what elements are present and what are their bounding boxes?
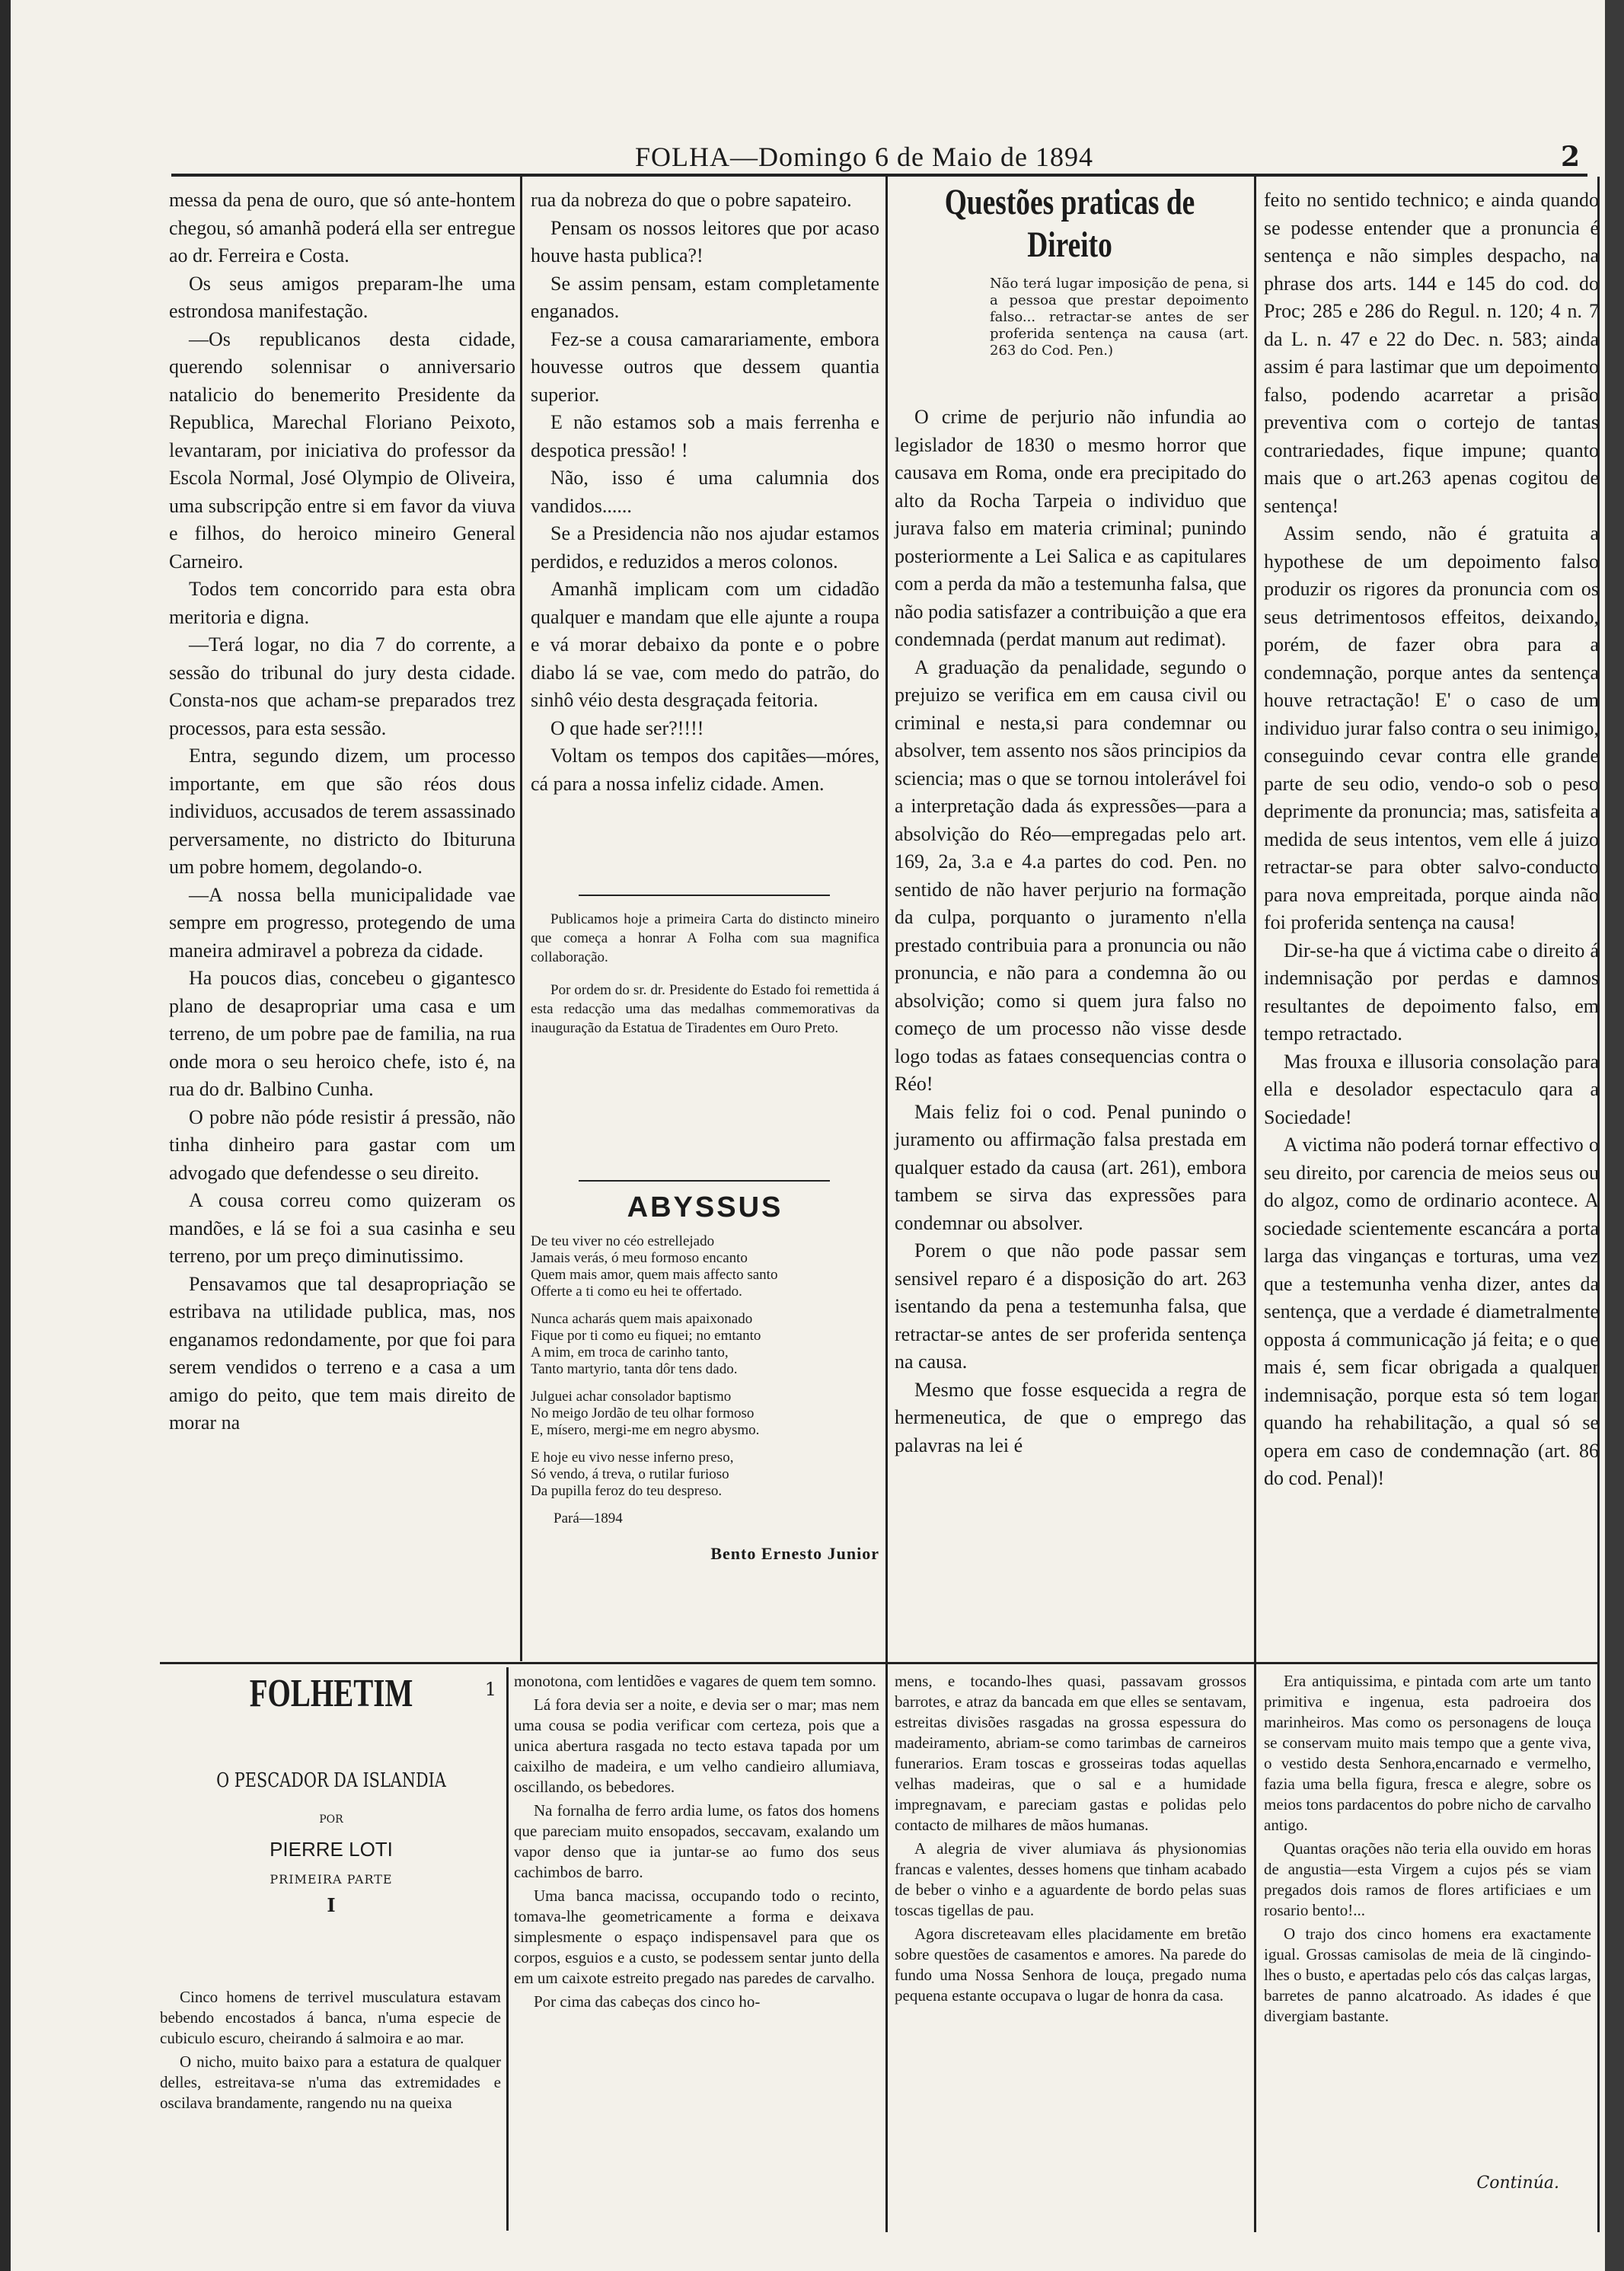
news-column-1 [169,187,515,1437]
paragraph: Mesmo que fosse esquecida a regra de hermeneutica, de que o emprego das palavras na lei é [895,1378,1246,1456]
paragraph: monotona, com lentidões e vagares de quem tem somno. [514,1672,876,1690]
verse: Offerte a ti como eu hei te offertado. [531,1284,742,1300]
header-rule [171,174,1587,177]
verse: Fique por ti como eu fiquei; no emtanto [531,1328,761,1344]
paragraph: Não, isso é uma calumnia dos vandidos...... [531,467,879,517]
paragraph: Se assim pensam, estam completamente enganados. [531,272,879,322]
paragraph: Mais feliz foi o cod. Penal punindo o juramento ou affirmação falsa prestada em qualquer estado da causa (art. 261), embora tambem se sirva das expressões para condemnar ou absolver. [895,1100,1246,1234]
folhetim-column-4 [1264,1671,1591,2030]
paragraph: Por cima das cabeças dos cinco ho- [534,1992,761,2011]
verse: No meigo Jordão de teu olhar formoso [531,1405,755,1421]
verse: E, mísero, mergi-me em negro abysmo. [531,1422,760,1438]
paragraph: Todos tem concorrido para esta obra meritoria e digna. [169,578,515,628]
paragraph: Ha poucos dias, concebeu o gigantesco plano de desapropriar uma casa e um terreno, de um pobre pae de familia, na rua onde mora o seu heroico chefe, isto é, na rua do dr. Balbino Cunha. [169,967,515,1100]
folhetim-column-1 [160,1987,501,2116]
paragraph: Pensavamos que tal desapropriação se estribava na utilidade publica, mas, nos enganamos redondamente, por que foi para serem vendidos o terreno e a casa a um amigo do peito, que tem mais direito de morar na [169,1272,515,1434]
right-edge-mark [1605,0,1624,2271]
paragraph: Cinco homens de terrivel musculatura estavam bebendo encostados á banca, n'uma especie de cubiculo escuro, cheirando á salmoira e ao mar. [160,1988,501,2047]
paragraph: mens, e tocando-lhes quasi, passavam grossos barrotes, e atraz da bancada em que elles se sentavam, estreitas divisões rasgadas na grossa espessura do madeiramento, abriam-se como tarimbas de carneiros funerarios. Eram toscas e grosseiras todas aquellas velhas madeiras, que o sal e a humidade impregnavam, e pareciam gastas e polidas pelo contacto de milhares de mãos humanas. [895,1672,1246,1834]
paragraph: Assim sendo, não é gratuita a hypothese de um depoimento falso produzir os rigores da pronuncia com os seus detrimentosos effeitos, deixando, porém, de fazer obra para a condemnação, porque antes da sentença houve retractação! E' o caso de um individuo jurar falso contra o seu inimigo, conseguindo cevar contra elle grande parte de seu odio, vendo-o sob o peso deprimente da pronuncia; mas, satisfeita a medida de seus intentos, vem elle á juizo retractar-se para obter salvo-conducto para nova empreitada, porque ainda não foi proferida sentença na causa! [1264,522,1599,933]
paragraph: Quantas orações não teria ella ouvido em horas de angustia—esta Virgem a cujos pés se viam pregados dois ramos de flores artificiaes e um rosario bento!... [1264,1839,1591,1919]
paragraph: Voltam os tempos dos capitães—móres, cá para a nossa infeliz cidade. Amen. [531,745,879,795]
paragraph: Dir-se-ha que á victima cabe o direito á indemnisação por perdas e damnos resultantes de depoimento falso, em tempo retractado. [1264,939,1599,1045]
column-rule-3 [1254,177,1256,2232]
paragraph: O crime de perjurio não infundia ao legislador de 1830 o mesmo horror que causava em Roma, onde era precipitado do alto da Rocha Tarpeia o individuo que jurava falso em materia criminal; punindo posteriormente a Lei Salica e as capitulares com a perda da mão a testemunha falsa, que não podia satisfazer a contribuição a que era condemnada (perdat manum aut redimat). [895,406,1246,650]
article-column-3 [895,403,1246,1459]
verse: De teu viver no céo estrellejado [531,1233,715,1249]
page-number: 2 [1560,141,1580,173]
separator [579,895,830,896]
continua-label: Continúa. [1476,2174,1559,2193]
work-title: O PESCADOR DA ISLANDIA [216,1769,446,1792]
article-summary: Não terá lugar imposição de pena, si a pessoa que prestar depoimento falso... retractar-se antes de ser proferida sentença na causa (art. 263 do Cod. Pen.) [990,276,1249,359]
folhetim-separator [160,1662,1599,1664]
paragraph: —Terá logar, no dia 7 do corrente, a sessão do tribunal do jury desta cidade. Consta-nos que acham-se preparados trez processos, para esta sessão. [169,633,515,739]
notices [531,910,879,1041]
verse: A mim, em troca de carinho tanto, [531,1344,729,1360]
notice-carta: Publicamos hoje a primeira Carta do distincto mineiro que começa a honrar A Folha com sua magnifica collaboração. [531,911,879,965]
paragraph: Fez-se a cousa camarariamente, embora houvesse outros que dessem quantia superior. [531,327,879,406]
separator [579,1180,830,1182]
folhetim-column-2 [514,1671,879,2015]
column-rule-1 [520,177,522,1661]
verse: Quem mais amor, quem mais affecto santo [531,1267,778,1283]
paragraph: Na fornalha de ferro ardia lume, os fatos dos homens que pareciam muito ensopados, seccavam, exalando um vapor denso que ia juntar-se ao fumo dos seus cachimbos de barro. [514,1801,879,1881]
paragraph: rua da nobreza do que o pobre sapateiro. [531,189,852,211]
paragraph: A alegria de viver alumiava ás physionomias francas e valentes, desses homens que tinham acabado de beber o vinho e a aguardente de bordo pelas suas toscas tigellas de pau. [895,1839,1246,1919]
paragraph: Uma banca macissa, occupando todo o recinto, tomava-lhe geometricamente a forma e deixava simplesmente o espaço indispensavel para que os corpos, esguios e a custo, se podessem sentar junto della em um caixote estreito pregado nas paredes de carvalho. [514,1887,879,1987]
poem-title: ABYSSUS [627,1191,783,1223]
verse: Só vendo, á treva, o rutilar furioso [531,1466,729,1482]
masthead: FOLHA—Domingo 6 de Maio de 1894 [635,142,1093,172]
folhetim-number: 1 [484,1679,496,1700]
abyssus-poem [531,1191,879,1564]
verse: Da pupilla feroz do teu despreso. [531,1483,723,1499]
notice-medalha: Por ordem do sr. dr. Presidente do Estado foi remettida á esta redacção uma das medalhas commemorativas da inauguração da Estatua de Tiradentes em Ouro Preto. [531,982,879,1036]
paragraph: Mas frouxa e illusoria consolação para ella e desolador espectaculo qara a Sociedade! [1264,1050,1599,1128]
article-header [891,181,1249,359]
folhetim-title: FOLHETIM [249,1672,413,1715]
paragraph: O trajo dos cinco homens era exactamente igual. Grossas camisolas de meia de lã cingindo-lhes o busto, e apertadas pelo cós das calças largas, barretes de panno alcatroado. As idades é que divergiam bastante. [1264,1925,1591,2025]
stanza [531,1233,879,1300]
verse: Nunca acharás quem mais apaixonado [531,1311,753,1327]
poem-place: Pará—1894 [554,1510,623,1526]
paragraph: A cousa correu como quizeram os mandões, e lá se foi a sua casinha e seu terreno, por um preço diminutissimo. [169,1189,515,1267]
stanza [531,1389,879,1439]
column-rule-2 [885,177,888,2232]
paragraph: feito no sentido technico; e ainda quando se podesse entender que a pronuncia é sentença e não simples despacho, na phrase dos arts. 144 e 145 do cod. do Proc; 285 e 286 do Regul. n. 120; 4 n. 7 da L. n. 47 e 22 do Dec. n. 583; ainda assim é para lastimar que um depoimento falso, podendo acarretar a prisão preventiva com o cortejo de tantas contrariedades, fique impune; quanto mais que o art.263 apenas cogitou de sentença! [1264,189,1599,517]
article-column-4 [1264,187,1599,1493]
chapter-number: I [327,1894,336,1916]
paragraph: Era antiquissima, e pintada com arte um tanto primitiva e ingenua, esta padroeira dos marinheiros. Mas como os personagens de louça se conservam muito mais tempo que a gente viva, o vestido desta Senhora,encarnado e vermelho, fazia uma bella figura, fresca e alegre, sobre os meios tons pardacentos do pobre nicho de carvalho antigo. [1264,1672,1591,1834]
paragraph: Agora discreteavam elles placidamente em bretão sobre questões de casamentos e amores. Na parede do fundo uma Nossa Senhora de louça, pregado numa pequena estante occupava o lugar de honra da casa. [895,1925,1246,2005]
folhetim-column-3 [895,1671,1246,2009]
article-title: Questões praticas de Direito [944,182,1195,265]
folhetim-author: PIERRE LOTI [270,1838,393,1861]
poem-author: Bento Ernesto Junior [710,1544,879,1563]
paragraph: Entra, segundo dizem, um processo importante, em que são réos dous individuos, accusados de terem assassinado perversamente, no districto do Ibituruna um pobre homem, degolando-o. [169,745,515,878]
news-column-2 [531,187,879,798]
paragraph: O que hade ser?!!!! [550,716,704,739]
stanza [531,1450,879,1500]
folhetim-header [160,1671,503,1916]
paragraph: O pobre não póde resistir á pressão, não tinha dinheiro para gastar com um advogado que defendesse o seu direito. [169,1105,515,1184]
paragraph: Amanhã implicam com um cidadão qualquer e mandam que elle ajunte a roupa e vá morar debaixo da ponte e o pobre diabo lá se vae, com medo do patrão, do sinhô véio desta desgraçada feitoria. [531,578,879,711]
paragraph: E não estamos sob a mais ferrenha e despotica pressão! ! [531,411,879,461]
part-label: PRIMEIRA PARTE [270,1872,393,1887]
paragraph: Os seus amigos preparam-lhe uma estrondosa manifestação. [169,272,515,322]
paragraph: messa da pena de ouro, que só ante-hontem chegou, só amanhã poderá ella ser entregue ao dr. Ferreira e Costa. [169,189,515,266]
paragraph: A victima não poderá tornar effectivo o seu direito, por carencia de meios seus ou do algoz, como de ordinario acontece. A sociedade scientemente escancára a porta larga das vinganças e torturas, uma vez que a testemunha venha dizer, antes da sentença, que a verdade é diametralmente opposta á communicação já feita; e o que mais é, sem ficar obrigada a qualquer indemnisação, porque esta só tem logar quando ha rehabilitação, a qual só se opera em caso de condemnação (art. 86 do cod. Penal)! [1264,1134,1599,1489]
verse: Julguei achar consolador baptismo [531,1389,732,1405]
byline-por: POR [319,1813,343,1826]
page-header [171,141,1580,173]
paragraph: Porem o que não pode passar sem sensivel reparo é a disposição do art. 263 isentando da pena a testemunha falsa, que retractar-se antes de ser proferida sentença na causa. [895,1239,1246,1373]
paragraph: —Os republicanos desta cidade, querendo solennisar o anniversario natalicio do benemerito Presidente da Republica, Marechal Floriano Peixoto, levantaram, por iniciativa do professor da Escola Normal, José Olympio de Oliveira, uma subscripção entre si em favor da viuva e filhos, do heroico mineiro General Carneiro. [169,327,515,573]
paragraph: A graduação da penalidade, segundo o prejuizo se verifica em em causa civil ou criminal e nesta,si para condemnar ou absolver, tem assento nos sãos principios da sciencia; mas o que se tornou intolerável foi a interpretação dada ás expressões—para a absolvição do Réo—empregadas pelo art. 169, 2a, 3.a e 4.a partes do cod. Pen. no sentido de não haver perjurio na formação da culpa, porquanto o juramento n'ella prestado contribuia para a pronuncia ou não pronuncia, e não para a condemna ão ou absolvição; como si quem jura falso no começo de um processo não visse desde logo todas as fataes consequencias contra o Réo! [895,655,1246,1095]
verse: E hoje eu vivo nesse inferno preso, [531,1450,734,1466]
column-rule-1-lower [506,1667,509,2231]
paragraph: Lá fora devia ser a noite, e devia ser o mar; mas nem uma cousa se podia verificar com certeza, pois que a unica abertura rasgada no tecto estava tapada por um caixilho de madeira, e um velho candieiro allumiava, oscillando, os bebedores. [514,1695,879,1796]
paragraph: Se a Presidencia não nos ajudar estamos perdidos, e reduzidos a meros colonos. [531,522,879,573]
paragraph: Pensam os nossos leitores que por acaso houve hasta publica?! [531,216,879,266]
verse: Tanto martyrio, tanta dôr tens dado. [531,1361,738,1377]
paragraph: O nicho, muito baixo para a estatura de qualquer delles, estreitava-se n'uma das extremidades e oscilava brandamente, rangendo nu na queixa [160,2053,501,2112]
paragraph: —A nossa bella municipalidade vae sempre em progresso, protegendo de uma maneira admiravel a pobreza da cidade. [169,883,515,962]
stanza [531,1311,879,1378]
verse: Jamais verás, ó meu formoso encanto [531,1250,748,1266]
left-edge-mark [0,0,11,2271]
